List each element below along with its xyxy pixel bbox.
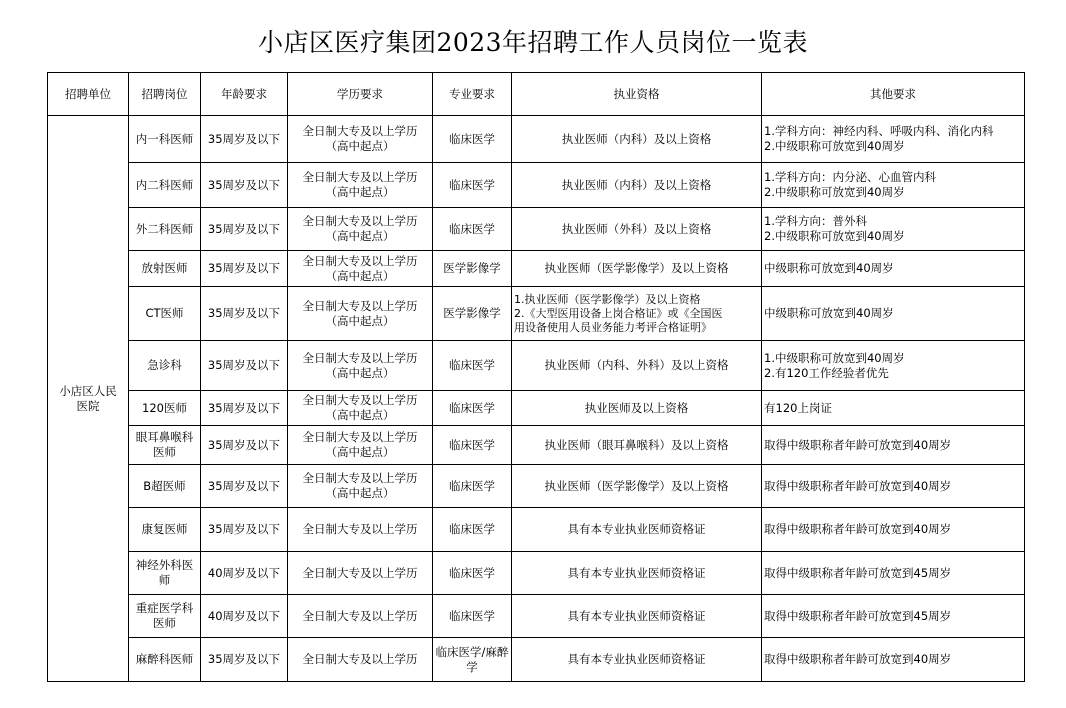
unit-cell <box>48 116 129 682</box>
license-cell: 执业医师（医学影像学）及以上资格 <box>512 251 762 287</box>
license-cell: 执业医师（眼耳鼻喉科）及以上资格 <box>512 426 762 465</box>
job-table <box>47 72 1025 682</box>
table-row <box>48 341 1025 391</box>
age-cell: 35周岁及以下 <box>201 638 288 682</box>
license-cell: 执业医师（内科）及以上资格 <box>512 163 762 208</box>
license-cell: 具有本专业执业医师资格证 <box>512 508 762 552</box>
license-line: 1.执业医师（医学影像学）及以上资格 <box>514 292 701 306</box>
major-cell: 临床医学 <box>433 595 512 638</box>
other-cell: 取得中级职称者年龄可放宽到40周岁 <box>762 638 1025 682</box>
header-row <box>48 73 1025 116</box>
other-cell: 有120上岗证 <box>762 391 1025 426</box>
education-line: 全日制大专及以上学历 <box>302 350 418 365</box>
position-cell: 神经外科医师 <box>129 552 201 595</box>
position-cell: 麻醉科医师 <box>129 638 201 682</box>
education-cell <box>288 391 433 426</box>
position-cell: 眼耳鼻喉科医师 <box>129 426 201 465</box>
age-cell: 40周岁及以下 <box>201 552 288 595</box>
position-cell: 120医师 <box>129 391 201 426</box>
education-line: 全日制大专及以上学历 <box>302 124 418 138</box>
major-cell: 医学影像学 <box>433 251 512 287</box>
other-cell: 取得中级职称者年龄可放宽到40周岁 <box>762 508 1025 552</box>
other-line: 2.中级职称可放宽到40周岁 <box>764 139 905 153</box>
age-cell: 35周岁及以下 <box>201 426 288 465</box>
license-line: 用设备使用人员业务能力考评合格证明》 <box>514 320 712 334</box>
position-cell: 急诊科 <box>129 341 201 391</box>
education-cell <box>288 287 433 341</box>
major-cell: 临床医学 <box>433 163 512 208</box>
education-line: 全日制大专及以上学历 <box>302 430 418 444</box>
education-cell <box>288 465 433 508</box>
other-cell: 取得中级职称者年龄可放宽到45周岁 <box>762 595 1025 638</box>
education-cell <box>288 251 433 287</box>
header-education: 学历要求 <box>288 73 433 116</box>
license-cell: 具有本专业执业医师资格证 <box>512 638 762 682</box>
age-cell: 35周岁及以下 <box>201 208 288 251</box>
other-cell: 中级职称可放宽到40周岁 <box>762 287 1025 341</box>
license-cell: 具有本专业执业医师资格证 <box>512 595 762 638</box>
major-cell: 临床医学 <box>433 116 512 163</box>
license-line: 2.《大型医用设备上岗合格证》或《全国医 <box>514 306 723 320</box>
major-cell: 医学影像学 <box>433 287 512 341</box>
license-cell: 执业医师（外科）及以上资格 <box>512 208 762 251</box>
other-line: 2.中级职称可放宽到40周岁 <box>764 185 905 199</box>
education-line: （高中起点） <box>325 408 395 422</box>
other-cell <box>762 163 1025 208</box>
other-line: 1.中级职称可放宽到40周岁 <box>764 350 905 365</box>
age-cell: 35周岁及以下 <box>201 116 288 163</box>
age-cell: 35周岁及以下 <box>201 465 288 508</box>
table-row <box>48 287 1025 341</box>
age-cell: 35周岁及以下 <box>201 251 288 287</box>
position-cell: 康复医师 <box>129 508 201 552</box>
license-cell: 执业医师（内科、外科）及以上资格 <box>512 341 762 391</box>
other-cell: 取得中级职称者年龄可放宽到40周岁 <box>762 465 1025 508</box>
education-cell: 全日制大专及以上学历 <box>288 552 433 595</box>
other-cell: 取得中级职称者年龄可放宽到45周岁 <box>762 552 1025 595</box>
header-license: 执业资格 <box>512 73 762 116</box>
education-cell <box>288 426 433 465</box>
education-line: （高中起点） <box>325 313 395 328</box>
major-cell: 临床医学 <box>433 341 512 391</box>
age-cell: 35周岁及以下 <box>201 163 288 208</box>
other-cell: 取得中级职称者年龄可放宽到40周岁 <box>762 426 1025 465</box>
table-row <box>48 426 1025 465</box>
header-major: 专业要求 <box>433 73 512 116</box>
education-line: 全日制大专及以上学历 <box>302 471 418 485</box>
education-line: （高中起点） <box>325 268 395 283</box>
position-cell: CT医师 <box>129 287 201 341</box>
position-cell: 外二科医师 <box>129 208 201 251</box>
age-cell: 40周岁及以下 <box>201 595 288 638</box>
position-cell: 放射医师 <box>129 251 201 287</box>
position-cell: 内一科医师 <box>129 116 201 163</box>
education-cell <box>288 163 433 208</box>
major-cell: 临床医学/麻醉学 <box>433 638 512 682</box>
table-row <box>48 552 1025 595</box>
unit-name-line: 医院 <box>76 398 100 413</box>
unit-name-line: 小店区人民 <box>59 383 117 398</box>
education-line: 全日制大专及以上学历 <box>302 393 418 407</box>
education-line: （高中起点） <box>325 229 395 243</box>
education-line: （高中起点） <box>325 486 395 500</box>
education-line: 全日制大专及以上学历 <box>302 214 418 228</box>
table-row <box>48 638 1025 682</box>
table-row <box>48 508 1025 552</box>
table-row <box>48 251 1025 287</box>
other-line: 2.中级职称可放宽到40周岁 <box>764 229 905 243</box>
major-cell: 临床医学 <box>433 508 512 552</box>
major-cell: 临床医学 <box>433 208 512 251</box>
table-row <box>48 391 1025 426</box>
education-line: 全日制大专及以上学历 <box>302 170 418 184</box>
position-cell: 内二科医师 <box>129 163 201 208</box>
other-line: 1.学科方向：普外科 <box>764 214 867 228</box>
other-cell <box>762 116 1025 163</box>
license-cell: 执业医师及以上资格 <box>512 391 762 426</box>
header-age: 年龄要求 <box>201 73 288 116</box>
page-title: 小店区医疗集团2023年招聘工作人员岗位一览表 <box>257 28 809 57</box>
education-cell: 全日制大专及以上学历 <box>288 595 433 638</box>
other-cell: 中级职称可放宽到40周岁 <box>762 251 1025 287</box>
major-cell: 临床医学 <box>433 426 512 465</box>
education-line: （高中起点） <box>325 185 395 199</box>
license-cell <box>512 287 762 341</box>
table-row <box>48 595 1025 638</box>
education-line: （高中起点） <box>325 139 395 153</box>
age-cell: 35周岁及以下 <box>201 391 288 426</box>
license-cell: 执业医师（医学影像学）及以上资格 <box>512 465 762 508</box>
header-other: 其他要求 <box>762 73 1025 116</box>
education-line: 全日制大专及以上学历 <box>302 298 418 313</box>
other-line: 1.学科方向：神经内科、呼吸内科、消化内科 <box>764 124 994 138</box>
age-cell: 35周岁及以下 <box>201 508 288 552</box>
major-cell: 临床医学 <box>433 391 512 426</box>
education-cell: 全日制大专及以上学历 <box>288 508 433 552</box>
education-cell: 全日制大专及以上学历 <box>288 638 433 682</box>
header-unit: 招聘单位 <box>48 73 129 116</box>
major-cell: 临床医学 <box>433 465 512 508</box>
education-line: （高中起点） <box>325 445 395 459</box>
education-cell <box>288 341 433 391</box>
education-line: 全日制大专及以上学历 <box>302 253 418 268</box>
table-row <box>48 465 1025 508</box>
license-cell: 具有本专业执业医师资格证 <box>512 552 762 595</box>
education-line: （高中起点） <box>325 365 395 380</box>
other-line: 2.有120工作经验者优先 <box>764 365 889 380</box>
table-row <box>48 163 1025 208</box>
table-row <box>48 116 1025 163</box>
other-cell <box>762 208 1025 251</box>
age-cell: 35周岁及以下 <box>201 341 288 391</box>
position-cell: B超医师 <box>129 465 201 508</box>
education-cell <box>288 208 433 251</box>
header-position: 招聘岗位 <box>129 73 201 116</box>
license-cell: 执业医师（内科）及以上资格 <box>512 116 762 163</box>
other-cell <box>762 341 1025 391</box>
other-line: 1.学科方向：内分泌、心血管内科 <box>764 170 936 184</box>
education-cell <box>288 116 433 163</box>
table-row <box>48 208 1025 251</box>
age-cell: 35周岁及以下 <box>201 287 288 341</box>
major-cell: 临床医学 <box>433 552 512 595</box>
position-cell: 重症医学科医师 <box>129 595 201 638</box>
